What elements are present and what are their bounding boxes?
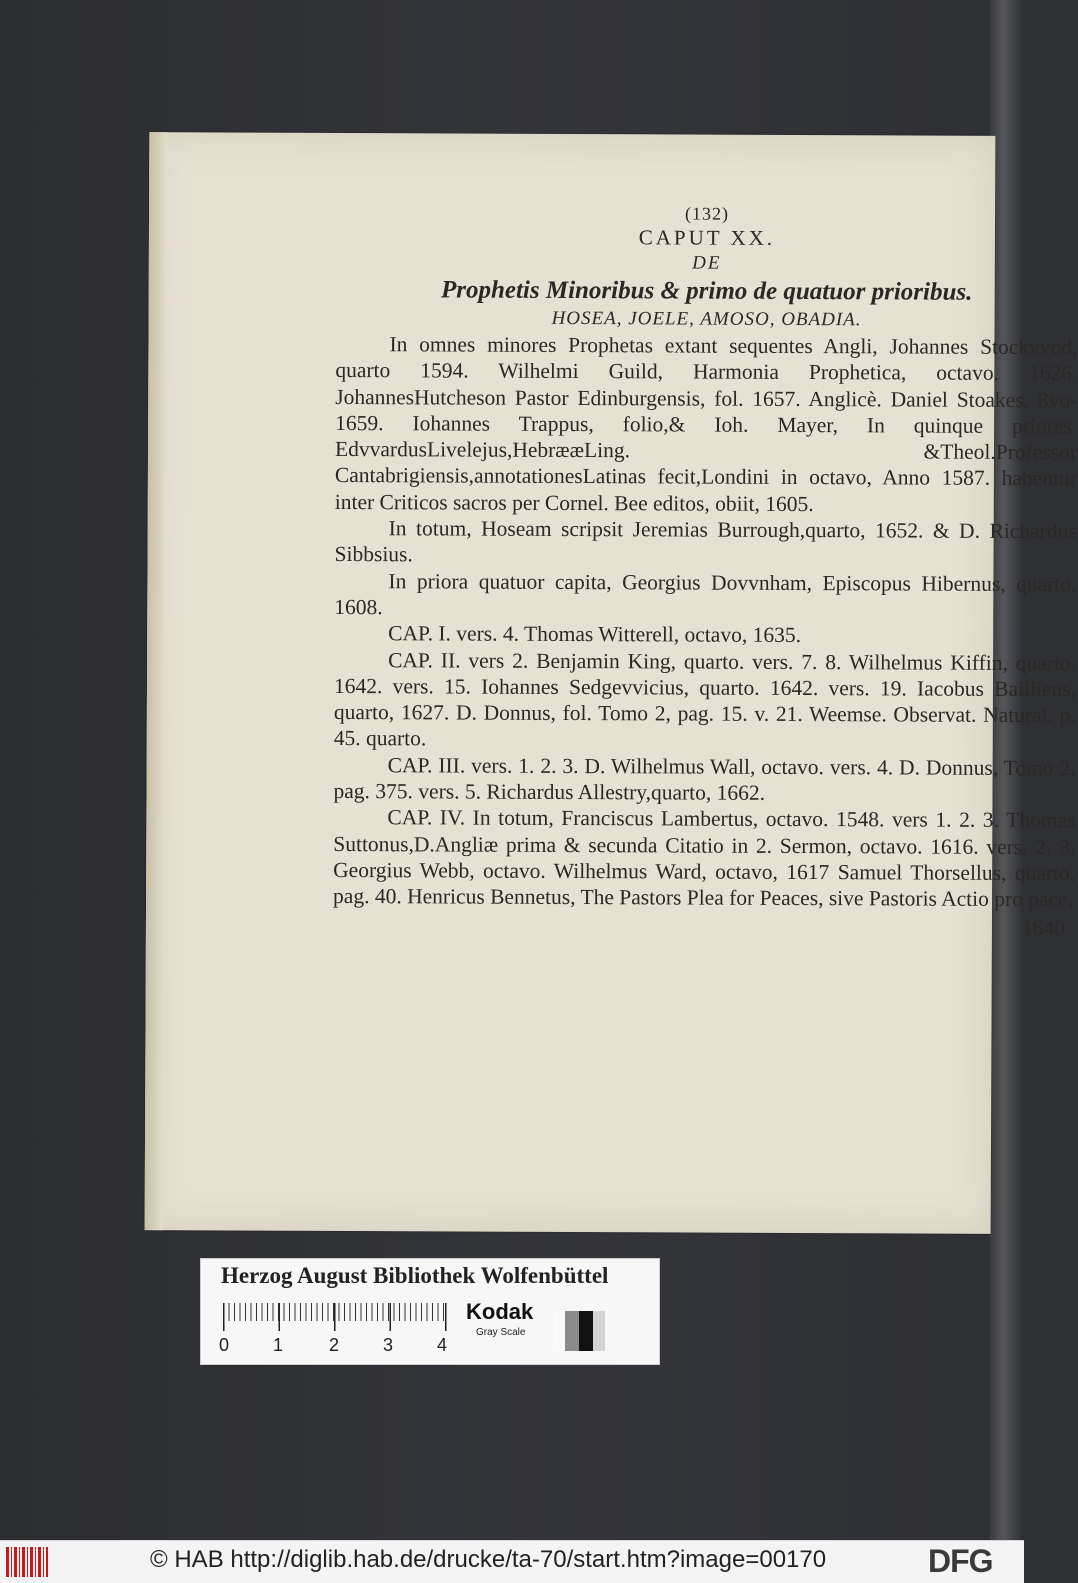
paragraph: CAP. II. vers 2. Benjamin King, quarto. vers. 7. 8. Wilhelmus Kiffin, quarto. 1642. vers. 15. Iohannes Sedgevvicius, quarto. 1642. vers. 19. Iacobus Baillieus, quarto, 1627. D. Donnus, fol. Tomo 2, pag. 15. v. 21. Weemse. Observat. Natural. p. 45. quarto. bbox=[333, 647, 1077, 751]
measuring-scale bbox=[223, 1303, 448, 1335]
catchword: 1640 bbox=[1021, 915, 1065, 940]
footer-bar bbox=[0, 1540, 1024, 1583]
scale-number: 3 bbox=[383, 1335, 394, 1355]
scale-number: 0 bbox=[219, 1335, 230, 1355]
kodak-logo: Kodak bbox=[466, 1299, 534, 1324]
color-reference-card bbox=[200, 1258, 660, 1365]
chapter-subtitle: HOSEA, JOELE, AMOSO, OBADIA. bbox=[551, 307, 862, 331]
gray-scale-chip bbox=[553, 1311, 605, 1351]
chapter-title: Prophetis Minoribus & primo de quatuor prioribus. bbox=[440, 276, 973, 306]
scale-number: 1 bbox=[273, 1335, 284, 1355]
paragraph: In totum, Hoseam scripsit Jeremias Burrough,quarto, 1652. & D. Richardus Sibbsius. bbox=[334, 516, 1077, 567]
dfg-logo: DFG bbox=[928, 1543, 993, 1579]
page-text bbox=[333, 199, 1078, 941]
hab-logo-icon bbox=[6, 1547, 48, 1577]
scale-number: 4 bbox=[437, 1335, 448, 1355]
paragraph: In priora quatuor capita, Georgius Dovvnham, Episcopus Hibernus, quarto, 1608. bbox=[334, 568, 1077, 620]
chapter-heading: CAPUT XX. bbox=[638, 225, 776, 250]
scale-number: 2 bbox=[329, 1335, 340, 1355]
page-number: (132) bbox=[685, 203, 730, 224]
gray-scale-label: Gray Scale bbox=[476, 1327, 526, 1338]
footer-credit[interactable]: © HAB http://diglib.hab.de/drucke/ta-70/start.htm?image=00170 bbox=[150, 1546, 827, 1573]
library-name: Herzog August Bibliothek Wolfenbüttel bbox=[221, 1263, 609, 1288]
paragraph: In omnes minores Prophetas extant sequentes Angli, Johannes Stockvvod, quarto 1594. Wilhelmi Guild, Harmonia Prophetica, octavo. 1626. JohannesHutcheson Pastor Edinburgensis, fol. 1657. Anglicè. Daniel Stoakes, 8vo-1659. Iohannes Trappus, folio,& Ioh. Mayer, In quinque priores. EdvvardusLivelejus,HebrææLing. &Theol.Professor Cantabrigiensis,annotationesLatinas fecit,Londini in octavo, Anno 1587. habentur inter Criticos sacros per Cornel. Bee editos, obiit, 1605. bbox=[334, 332, 1078, 516]
paragraph: CAP. III. vers. 1. 2. 3. D. Wilhelmus Wall, octavo. vers. 4. D. Donnus, Tomo 2. pag. 375. vers. 5. Richardus Allestry,quarto, 1662. bbox=[333, 752, 1076, 805]
paragraph: CAP. I. vers. 4. Thomas Witterell, octavo, 1635. bbox=[388, 621, 802, 648]
heading-de: DE bbox=[692, 252, 722, 274]
book-page bbox=[145, 132, 1078, 1234]
paragraph: CAP. IV. In totum, Franciscus Lambertus, octavo. 1548. vers 1. 2. 3. Thomas Suttonus,D.Angliæ prima & secunda Citatio in 2. Sermon, octavo. 1616. vers. 2. 3. Georgius Webb, octavo. Wilhelmus Ward, octavo, 1617 Samuel Thorsellus, quarto, pag. 40. Henricus Bennetus, The Pastors Plea for Peaces, sive Pastoris Actio pro pace, bbox=[333, 805, 1076, 912]
